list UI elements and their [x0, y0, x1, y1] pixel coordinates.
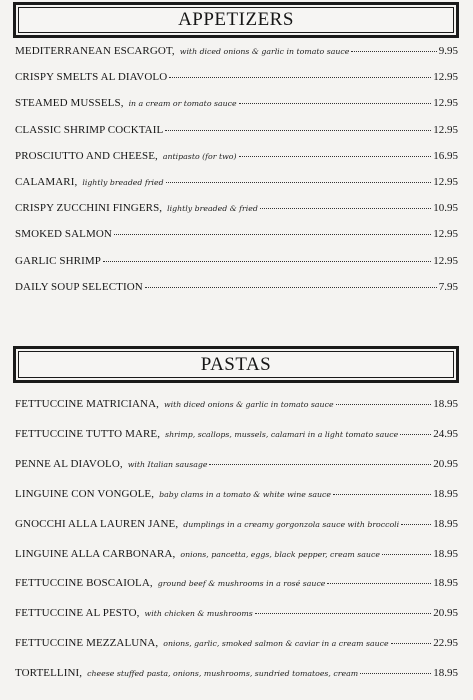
menu-item-name: FETTUCCINE MATRICIANA, — [15, 398, 159, 410]
menu-item-row — [15, 97, 458, 109]
menu-item-row — [15, 281, 458, 293]
menu-item-price: 18.95 — [433, 398, 458, 410]
dot-leader — [239, 156, 432, 157]
menu-item-name: FETTUCCINE BOSCAIOLA, — [15, 577, 153, 590]
dot-leader — [351, 51, 436, 52]
menu-item-row — [15, 577, 458, 589]
menu-item-row — [15, 202, 458, 214]
dot-leader — [114, 234, 431, 235]
menu-item-description: with Italian sausage — [127, 459, 208, 469]
menu-item-row — [15, 428, 458, 440]
menu-item-description: cheese stuffed pasta, onions, mushrooms, sundried tomatoes, cream — [87, 669, 359, 679]
menu-item-row — [15, 124, 458, 136]
menu-item-price: 12.95 — [433, 71, 458, 84]
menu-item-price: 18.95 — [433, 577, 458, 590]
menu-item-row — [15, 667, 458, 679]
menu-item-row — [15, 71, 458, 83]
menu-item-name: FETTUCCINE MEZZALUNA, — [15, 637, 159, 650]
menu-item-row — [15, 150, 458, 162]
menu-item-row — [15, 518, 458, 530]
menu-item-price: 18.95 — [433, 487, 458, 500]
menu-item-name: GNOCCHI ALLA LAUREN JANE, — [15, 517, 179, 530]
menu-item-description: with diced onions & garlic in tomato sauce — [179, 47, 350, 56]
menu-item-price: 18.95 — [433, 547, 458, 560]
dot-leader — [209, 464, 431, 465]
appetizers-header — [13, 2, 459, 38]
menu-item-price: 12.95 — [433, 254, 458, 267]
menu-item-price: 9.95 — [438, 45, 458, 57]
dot-leader — [165, 130, 431, 131]
menu-item-price: 12.95 — [433, 97, 458, 110]
menu-item-description: onions, pancetta, eggs, black pepper, cream sauce — [180, 549, 380, 559]
menu-item-name: LINGUINE CON VONGOLE, — [15, 487, 155, 500]
menu-item-description: onions, garlic, smoked salmon & caviar in a cream sauce — [163, 639, 389, 649]
menu-item-name: FETTUCCINE TUTTO MARE, — [15, 427, 161, 440]
dot-leader — [255, 613, 431, 614]
menu-item-name: CRISPY ZUCCHINI FINGERS, — [15, 202, 163, 215]
dot-leader — [166, 182, 432, 183]
menu-item-price: 24.95 — [433, 427, 458, 440]
pastas-header — [13, 346, 459, 383]
dot-leader — [103, 261, 431, 262]
menu-item-price: 12.95 — [433, 176, 458, 188]
menu-item-row — [15, 255, 458, 267]
menu-item-name: LINGUINE ALLA CARBONARA, — [15, 547, 176, 560]
menu-item-row — [15, 398, 458, 410]
menu-item-price: 20.95 — [433, 457, 458, 470]
menu-item-name: GARLIC SHRIMP — [15, 254, 101, 267]
menu-item-name: TORTELLINI, — [15, 667, 83, 680]
menu-item-row — [15, 607, 458, 619]
menu-item-description: baby clams in a tomato & white wine sauce — [159, 489, 332, 499]
menu-item-price: 18.95 — [433, 517, 458, 530]
menu-item-row — [15, 488, 458, 500]
menu-item-name: DAILY SOUP SELECTION — [15, 280, 143, 293]
dot-leader — [169, 77, 431, 78]
menu-item-description: shrimp, scallops, mussels, calamari in a light tomato sauce — [165, 429, 399, 439]
dot-leader — [391, 643, 432, 644]
menu-item-price: 16.95 — [433, 149, 458, 162]
menu-item-description: lightly breaded & fried — [167, 204, 258, 214]
menu-item-description: with diced onions & garlic in tomato sauce — [163, 400, 334, 409]
menu-item-name: CALAMARI, — [15, 176, 78, 188]
menu-item-price: 12.95 — [433, 123, 458, 136]
menu-item-description: dumplings in a creamy gorgonzola sauce with broccoli — [183, 519, 400, 529]
menu-item-name: FETTUCCINE AL PESTO, — [15, 607, 140, 620]
dot-leader — [401, 524, 431, 525]
menu-item-name: PROSCIUTTO AND CHEESE, — [15, 149, 158, 162]
menu-item-row — [15, 228, 458, 240]
menu-item-name: STEAMED MUSSELS, — [15, 97, 124, 110]
dot-leader — [239, 103, 432, 104]
menu-item-name: PENNE AL DIAVOLO, — [15, 457, 123, 470]
pastas-title: PASTAS — [200, 353, 272, 375]
menu-item-name: CLASSIC SHRIMP COCKTAIL — [15, 123, 164, 136]
dot-leader — [260, 208, 431, 209]
dot-leader — [360, 673, 431, 674]
menu-item-price: 12.95 — [433, 228, 458, 241]
menu-item-name: MEDITERRANEAN ESCARGOT, — [15, 45, 175, 57]
menu-item-description: antipasto (for two) — [162, 151, 237, 161]
menu-item-row — [15, 637, 458, 649]
appetizers-title: APPETIZERS — [178, 9, 294, 30]
dot-leader — [145, 287, 437, 288]
menu-item-description: ground beef & mushrooms in a rosé sauce — [157, 579, 326, 589]
dot-leader — [327, 583, 431, 584]
dot-leader — [333, 494, 431, 495]
menu-item-price: 18.95 — [433, 667, 458, 680]
menu-item-name: SMOKED SALMON — [15, 228, 112, 241]
menu-item-price: 22.95 — [433, 637, 458, 650]
dot-leader — [336, 404, 432, 405]
menu-item-name: CRISPY SMELTS AL DIAVOLO — [15, 71, 168, 84]
menu-item-description: in a cream or tomato sauce — [128, 99, 237, 109]
menu-item-description: with chicken & mushrooms — [144, 609, 253, 619]
menu-item-row — [15, 176, 458, 188]
menu-item-price: 20.95 — [433, 607, 458, 620]
menu-item-price: 10.95 — [433, 202, 458, 215]
menu-item-row — [15, 45, 458, 57]
menu-item-description: lightly breaded fried — [82, 178, 164, 187]
menu-item-row — [15, 458, 458, 470]
menu-item-price: 7.95 — [438, 280, 458, 293]
dot-leader — [400, 434, 431, 435]
dot-leader — [382, 554, 431, 555]
menu-item-row — [15, 548, 458, 560]
